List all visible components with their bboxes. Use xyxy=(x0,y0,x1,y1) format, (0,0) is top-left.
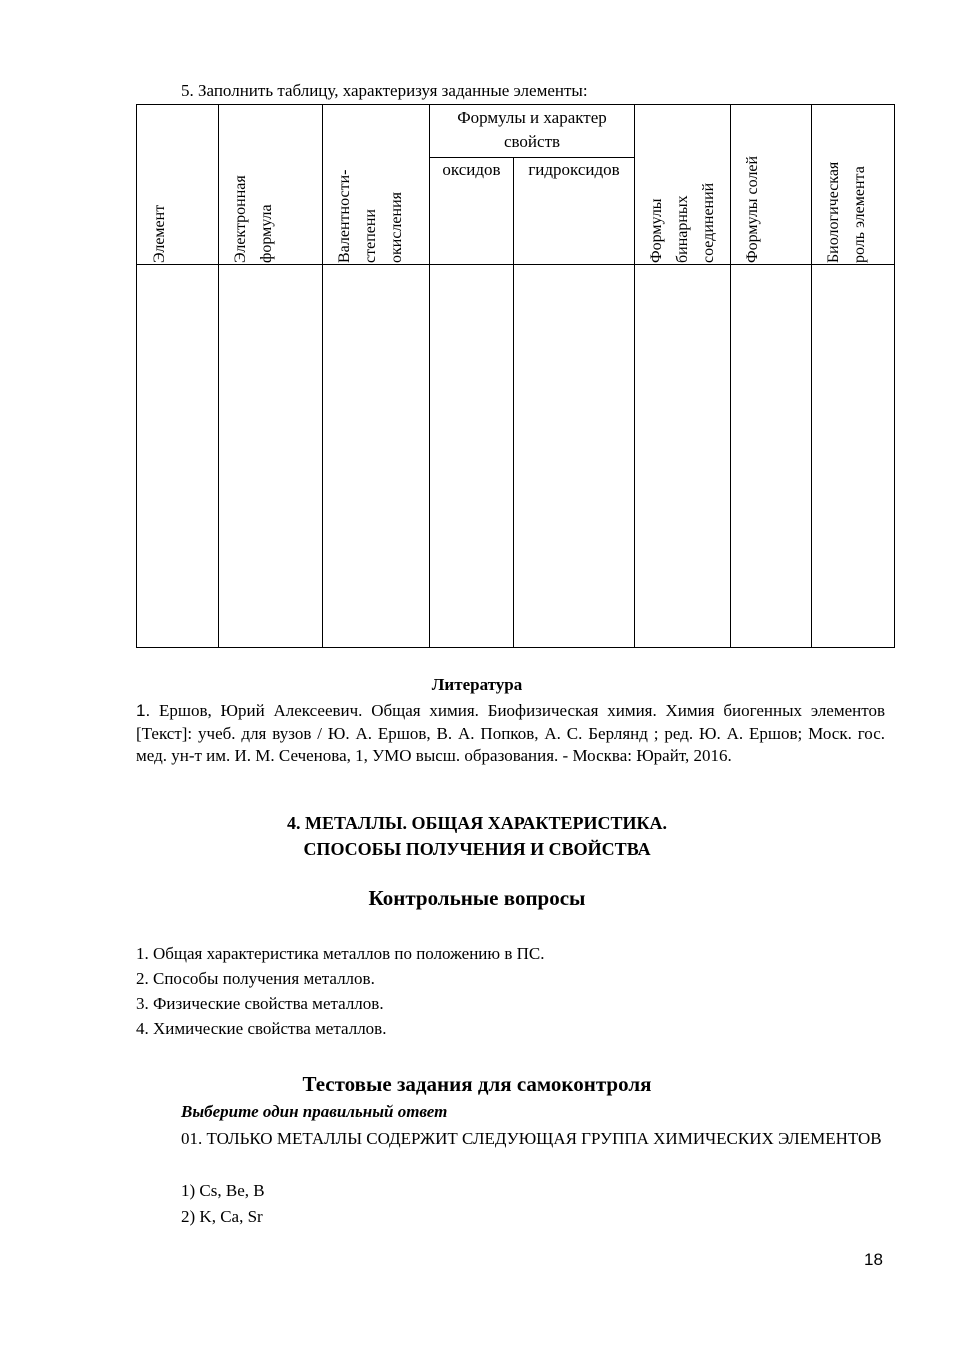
list-item: 2. Способы получения металлов. xyxy=(136,969,375,988)
table-border-right xyxy=(894,104,895,648)
test-question: 01. ТОЛЬКО МЕТАЛЛЫ СОДЕРЖИТ СЛЕДУЮЩАЯ ГРУППА ХИМИЧЕСКИХ ЭЛЕМЕНТОВ xyxy=(181,1129,882,1148)
literature-item-number: 1. xyxy=(136,701,151,720)
header-oxides: оксидов xyxy=(442,160,501,179)
control-questions-title: Контрольные вопросы xyxy=(368,886,586,910)
table-col-divider xyxy=(513,157,514,648)
tests-instruction: Выберите один правильный ответ xyxy=(181,1102,448,1121)
section-title: 4. МЕТАЛЛЫ. ОБЩАЯ ХАРАКТЕРИСТИКА. СПОСОБЫ ПОЛУЧЕНИЯ И СВОЙСТВА xyxy=(286,813,668,859)
list-item: 4. Химические свойства металлов. xyxy=(136,1019,387,1038)
table-subheader-divider xyxy=(429,157,634,158)
list-item: 1. Общая характеристика металлов по положению в ПС. xyxy=(136,944,545,963)
list-item: 3. Физические свойства металлов. xyxy=(136,994,384,1013)
table-col-divider xyxy=(322,104,323,648)
header-binary-formulas: Формулы бинарных соединений xyxy=(648,182,717,263)
task-intro: 5. Заполнить таблицу, характеризуя заданные элементы: xyxy=(181,81,588,100)
header-element: Элемент xyxy=(151,204,168,263)
test-options xyxy=(181,1178,265,1230)
element-characteristics-table xyxy=(136,104,895,648)
control-questions-list xyxy=(136,941,545,1041)
literature-item xyxy=(136,700,885,768)
header-valence: Валентности- степени окисления xyxy=(336,169,405,263)
test-option: 2) K, Ca, Sr xyxy=(181,1207,263,1226)
header-electron-formula: Электронная формула xyxy=(232,175,275,263)
header-hydroxides: гидроксидов xyxy=(528,160,620,179)
table-col-divider xyxy=(730,104,731,648)
table-border-left xyxy=(136,104,137,648)
table-border-bottom xyxy=(136,647,895,648)
literature-title: Литература xyxy=(431,675,523,694)
header-bio-role: Биологическая роль элемента xyxy=(825,161,868,263)
table-col-divider xyxy=(429,104,430,648)
page-number: 18 xyxy=(864,1250,883,1269)
table-col-divider xyxy=(811,104,812,648)
table-col-divider xyxy=(218,104,219,648)
tests-title: Тестовые задания для самоконтроля xyxy=(302,1072,652,1096)
test-option: 1) Cs, Be, B xyxy=(181,1181,265,1200)
header-formulas-group: Формулы и характер свойств xyxy=(457,108,607,151)
table-header-divider xyxy=(136,264,895,265)
header-salt-formulas: Формулы солей xyxy=(744,155,761,263)
literature-item-text: Ершов, Юрий Алексеевич. Общая химия. Биофизическая химия. Химия биогенных элементов [Текст]: учеб. для вузов / Ю. А. Ершов, В. А. Попков, А. С. Берлянд ; ред. Ю. А. Ершов; Моск. гос. мед. ун-т им. И. М. Сеченова, 1, УМО высш. образования. - Москва: Юрайт, 2016. xyxy=(136,701,885,765)
table-col-divider xyxy=(634,104,635,648)
table-border-top xyxy=(136,104,895,105)
